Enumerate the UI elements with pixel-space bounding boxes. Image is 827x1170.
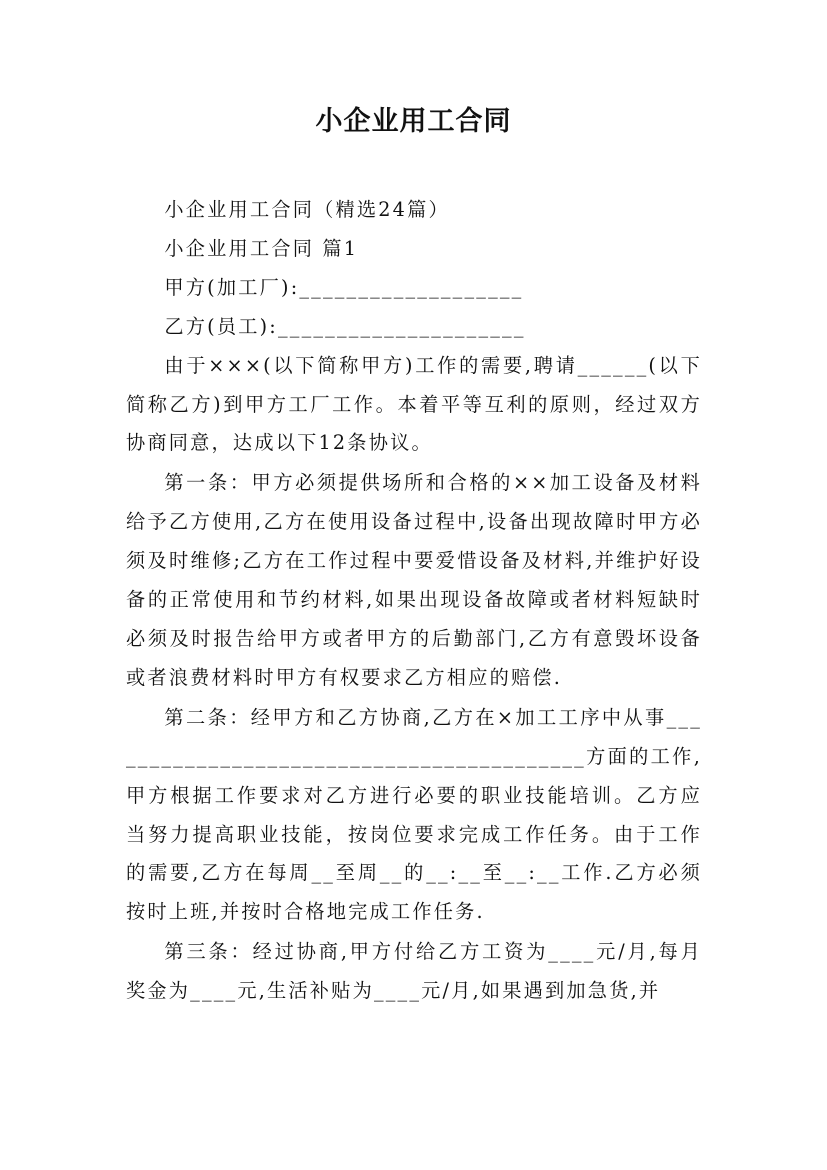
paragraph-clause-1: 第一条：甲方必须提供场所和合格的××加工设备及材料给予乙方使用,乙方在使用设备过程中,设备出现故障时甲方必须及时维修;乙方在工作过程中要爱惜设备及材料,并维护好设备的正常使用和节约材料,如果出现设备故障或者材料短缺时必须及时报告给甲方或者甲方的后勤部门,乙方有意毁坏设备或者浪费材料时甲方有权要求乙方相应的赔偿. xyxy=(126,471,702,689)
document-body xyxy=(126,191,702,1011)
paragraph-subtitle: 小企业用工合同（精选24篇） xyxy=(164,198,450,221)
paragraph-party-a: 甲方(加工厂):___________________ xyxy=(164,275,524,299)
document-title: 小企业用工合同 xyxy=(315,106,512,137)
paragraph-article-heading: 小企业用工合同 篇1 xyxy=(164,236,359,260)
paragraph-clause-2: 第二条：经甲方和乙方协商,乙方在×加工工序中从事__________________________________________方面的工作,甲方根据工作要求对乙方进行必要的职业技能培训。乙方应当努力提高职业技能，按岗位要求完成工作任务。由于工作的需要,乙方在每周__至周__的__:__至__:__工作.乙方必须按时上班,并按时合格地完成工作任务. xyxy=(126,705,702,924)
paragraph-party-b: 乙方(员工):_____________________ xyxy=(164,314,526,338)
paragraph-preamble: 由于×××(以下简称甲方)工作的需要,聘请______(以下简称乙方)到甲方工厂工作。本着平等互利的原则，经过双方协商同意，达成以下12条协议。 xyxy=(126,353,702,455)
paragraph-clause-3: 第三条：经过协商,甲方付给乙方工资为____元/月,每月奖金为____元,生活补贴为____元/月,如果遇到加急货,并 xyxy=(126,940,702,1003)
